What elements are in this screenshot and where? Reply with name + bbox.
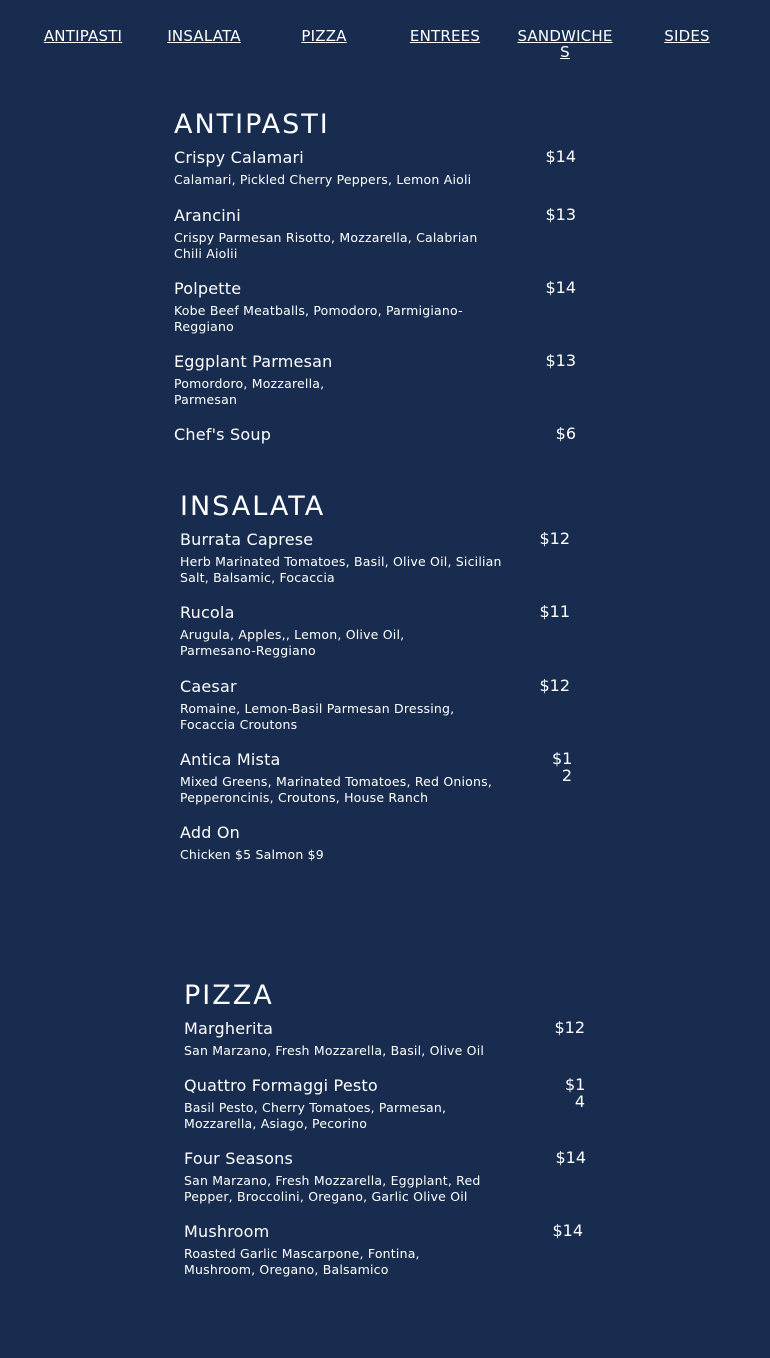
item-description: Calamari, Pickled Cherry Peppers, Lemon Aioli [174,172,472,187]
item-price: $6 [555,424,576,443]
item-description: Kobe Beef Meatballs, Pomodoro, Parmigiano-Reggiano [174,303,463,334]
item-description: San Marzano, Fresh Mozzarella, Eggplant, Red Pepper, Broccolini, Oregano, Garlic Olive Oil [184,1173,481,1204]
item-name: Crispy Calamari [174,148,304,167]
menu-item [184,1149,594,1204]
nav-link-insalata[interactable]: INSALATA [167,27,241,45]
item-description: Roasted Garlic Mascarpone, Fontina, Mushroom, Oregano, Balsamico [184,1246,420,1277]
item-description: Chicken $5 Salmon $9 [180,847,324,862]
item-price: $14 [552,1221,583,1240]
item-name: Arancini [174,206,241,225]
item-price: $14 [545,147,576,166]
menu-item [180,530,580,585]
item-description: Romaine, Lemon-Basil Parmesan Dressing, Focaccia Croutons [180,701,455,732]
item-name: Quattro Formaggi Pesto [184,1076,378,1095]
nav-link-entrees[interactable]: ENTREES [409,27,481,45]
item-name: Mushroom [184,1222,270,1241]
section-title: INSALATA [180,491,326,522]
item-name: Four Seasons [184,1149,294,1168]
menu-item [184,1019,594,1059]
menu-item [184,1222,594,1277]
category-nav [0,28,770,68]
item-description: Crispy Parmesan Risotto, Mozzarella, Calabrian Chili Aiolii [174,230,478,261]
item-description: Arugula, Apples,, Lemon, Olive Oil, Parmesano-Reggiano [180,627,405,658]
item-description: Herb Marinated Tomatoes, Basil, Olive Oil, Sicilian Salt, Balsamic, Focaccia [180,554,502,585]
menu-item [174,425,584,445]
item-description: Basil Pesto, Cherry Tomatoes, Parmesan, Mozzarella, Asiago, Pecorino [184,1100,447,1131]
section-insalata [180,491,580,862]
menu-item [174,206,584,261]
menu-item [180,603,580,658]
item-price: $12 [539,529,570,548]
menu-item [180,677,580,732]
nav-link-sides[interactable]: SIDES [664,27,710,45]
item-description: Mixed Greens, Marinated Tomatoes, Red Onions, Pepperoncinis, Croutons, House Ranch [180,774,493,805]
nav-link-sandwiches[interactable]: SANDWICHES [517,27,613,61]
section-pizza [184,980,594,1277]
menu-item [180,750,580,805]
item-price: $12 [552,749,573,785]
item-price: $13 [545,351,576,370]
item-name: Polpette [174,279,242,298]
item-name: Margherita [184,1019,274,1038]
item-description: San Marzano, Fresh Mozzarella, Basil, Olive Oil [184,1043,485,1058]
item-price: $14 [565,1075,586,1111]
item-price: $13 [545,205,576,224]
section-antipasti [174,109,584,444]
menu-item [184,1076,594,1131]
menu-item [174,148,584,188]
menu-item [174,352,584,407]
menu-item [174,279,584,334]
item-price: $12 [554,1018,585,1037]
item-name: Caesar [180,677,237,696]
item-name: Burrata Caprese [180,530,314,549]
item-price: $14 [545,278,576,297]
nav-link-antipasti[interactable]: ANTIPASTI [43,27,123,45]
item-description: Pomordoro, Mozzarella, Parmesan [174,376,325,407]
item-price: $12 [539,676,570,695]
section-title: ANTIPASTI [174,109,330,140]
item-name: Add On [180,823,240,842]
item-name: Eggplant Parmesan [174,352,333,371]
section-title: PIZZA [184,980,274,1011]
nav-link-pizza[interactable]: PIZZA [301,27,347,45]
item-price: $11 [539,602,570,621]
item-name: Rucola [180,603,235,622]
item-name: Chef's Soup [174,425,272,444]
menu-item [180,823,580,863]
item-price: $14 [555,1148,586,1167]
item-name: Antica Mista [180,750,281,769]
